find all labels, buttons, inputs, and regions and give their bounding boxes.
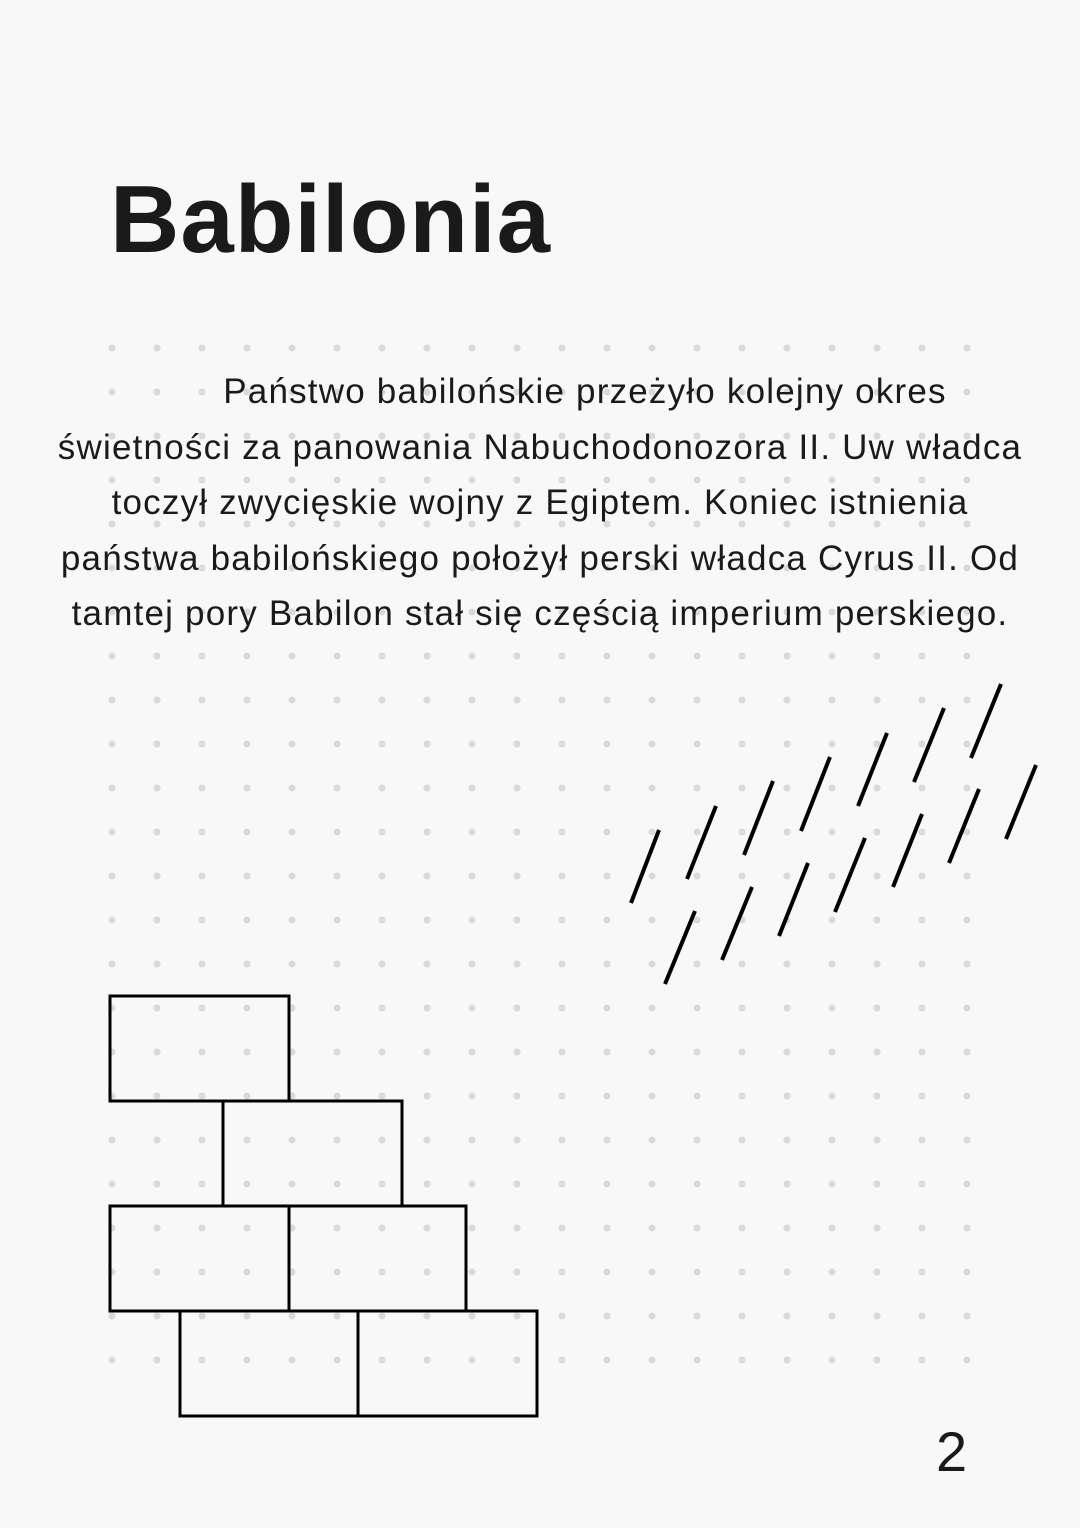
paragraph-line: tamtej pory Babilon stał się częścią imperium perskiego. [71,594,1009,633]
paragraph-line: Państwo babilońskie przeżyło kolejny okres [223,372,947,411]
brick [110,1206,289,1311]
page-number: 2 [936,1420,968,1483]
page-title: Babilonia [110,166,552,273]
paragraph-line: państwa babilońskiego położył perski władca Cyrus II. Od [60,538,1020,578]
brick [110,996,289,1101]
brick [289,1206,466,1311]
brick [358,1311,537,1416]
brick [180,1311,358,1416]
rain-strokes-decoration [631,684,1036,984]
brick [223,1101,402,1206]
paragraph-line: toczył zwycięskie wojny z Egiptem. Koniec istnienia [111,483,969,522]
brick-wall-drawing [110,996,537,1416]
paragraph-line: świetności za panowania Nabuchodonozora II. Uw władca [57,427,1023,467]
